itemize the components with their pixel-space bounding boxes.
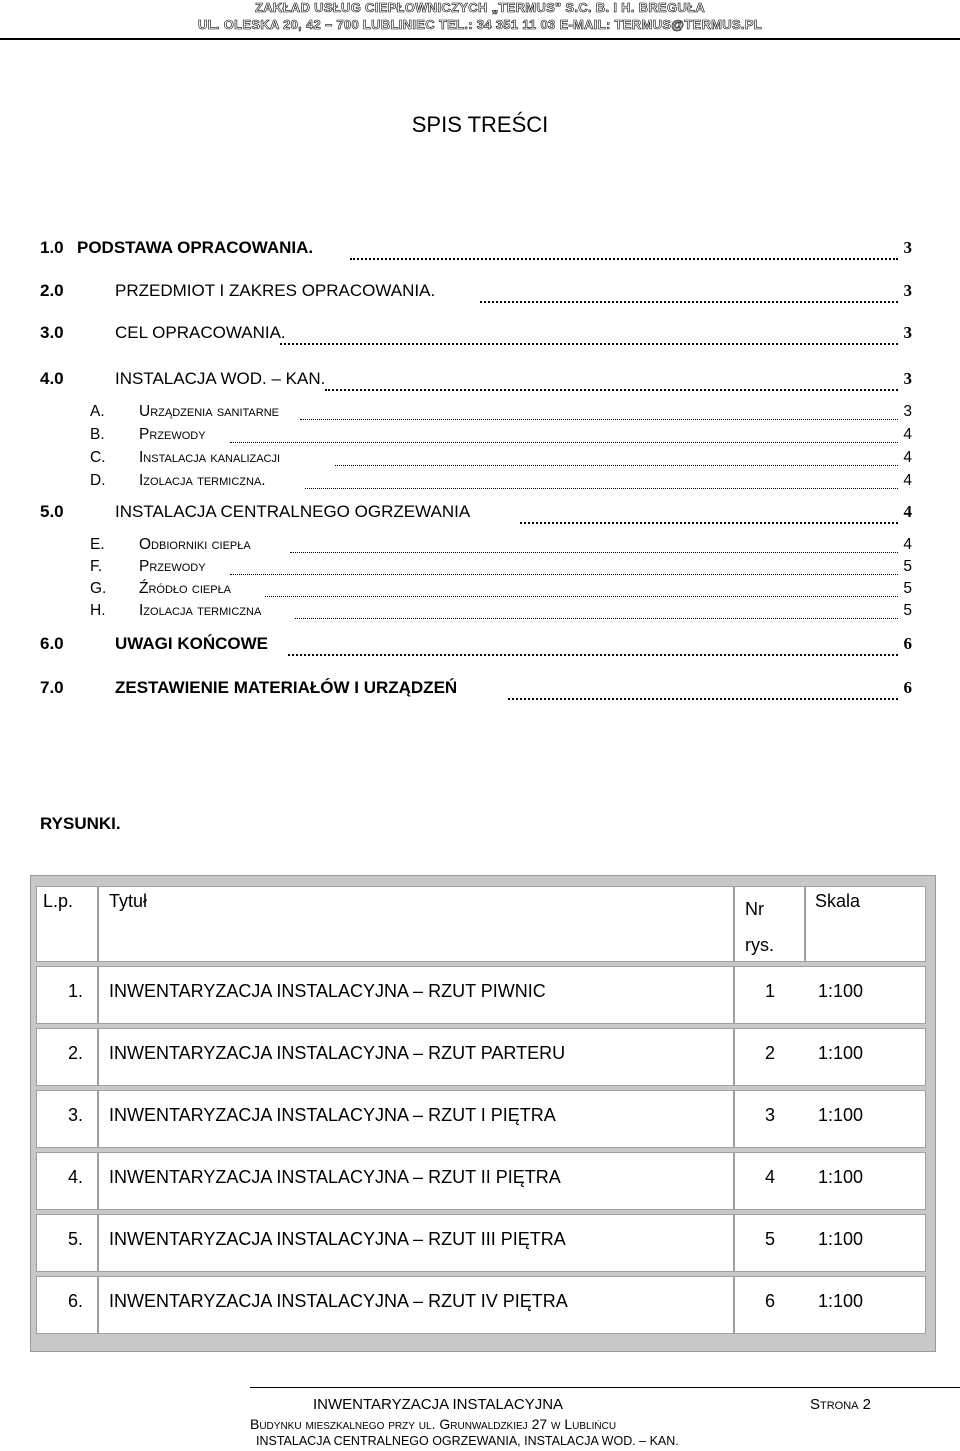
- row-title-text: INWENTARYZACJA INSTALACYJNA – RZUT II PIĘTRA: [109, 1167, 561, 1187]
- row-lp-text: 6.: [67, 1291, 83, 1311]
- toc-leader: [295, 602, 898, 619]
- row-title-text: INWENTARYZACJA INSTALACYJNA – RZUT PARTERU: [109, 1043, 566, 1063]
- company-name: ZAKŁAD USŁUG CIEPŁOWNICZYCH „TERMUS" S.C. B. I H. BREGUŁA: [254, 0, 706, 15]
- row-lp: [36, 1028, 98, 1086]
- row-nr-text: 2: [765, 1043, 776, 1063]
- toc-sub-letter: H.: [90, 602, 106, 619]
- toc-sub-label: Przewody: [139, 558, 206, 575]
- toc-page: 6: [903, 634, 912, 653]
- toc-entry-2[interactable]: [40, 281, 912, 303]
- header-scale-text: Skala: [815, 891, 861, 911]
- row-scale-text: 1:100: [818, 1105, 864, 1125]
- toc-label: INSTALACJA WOD. – KAN.: [115, 369, 326, 388]
- toc-sub-entry-d[interactable]: [90, 472, 912, 492]
- toc-label: UWAGI KOŃCOWE: [115, 634, 268, 653]
- toc-page: 3: [903, 369, 912, 388]
- row-title: [98, 1090, 734, 1148]
- toc-sub-entry-b[interactable]: [90, 426, 912, 446]
- toc-page: 3: [903, 281, 912, 300]
- toc-sub-page: 3: [903, 403, 912, 420]
- toc-sub-page: 4: [903, 536, 912, 553]
- header-title: [98, 886, 734, 962]
- toc-leader: [300, 403, 898, 420]
- drawings-table: [30, 875, 936, 1352]
- row-lp-text: 2.: [67, 1043, 83, 1063]
- toc-leader: [230, 426, 898, 443]
- toc-label: INSTALACJA CENTRALNEGO OGRZEWANIA: [115, 502, 471, 521]
- toc-sub-label: Izolacja termiczna.: [139, 472, 266, 489]
- toc-label: ZESTAWIENIE MATERIAŁÓW I URZĄDZEŃ: [115, 678, 458, 697]
- toc-leader: [265, 580, 898, 597]
- row-lp: [36, 1090, 98, 1148]
- toc-sub-page: 5: [903, 580, 912, 597]
- row-title: [98, 1152, 734, 1210]
- row-scale-text: 1:100: [818, 1167, 864, 1187]
- footer-scope: INSTALACJA CENTRALNEGO OGRZEWANIA, INSTALACJA WOD. – KAN.: [256, 1434, 679, 1448]
- toc-sub-letter: F.: [90, 558, 103, 575]
- page-number: Strona 2: [810, 1396, 872, 1413]
- row-lp-text: 3.: [67, 1105, 83, 1125]
- toc-entry-4[interactable]: [40, 369, 912, 391]
- row-lp: [36, 1276, 98, 1334]
- row-nr-text: 4: [765, 1167, 776, 1187]
- toc-entry-1[interactable]: [40, 238, 912, 260]
- toc-sub-page: 4: [903, 449, 912, 466]
- row-lp-text: 4.: [67, 1167, 83, 1187]
- toc-sub-label: Urządzenia sanitarne: [139, 403, 279, 420]
- company-address: UL. OLESKA 20, 42 – 700 LUBLINIEC TEL.: 34 351 11 03 E-MAIL: TERMUS@TERMUS.PL: [197, 17, 763, 32]
- toc-number: 5.0: [40, 502, 64, 521]
- row-lp: [36, 1214, 98, 1272]
- toc-leader: [480, 281, 898, 303]
- row-nr-scale: [734, 1214, 926, 1272]
- toc-leader: [288, 634, 898, 656]
- row-title: [98, 1028, 734, 1086]
- toc-sub-label: Instalacja kanalizacji: [139, 449, 281, 466]
- row-nr-text: 1: [765, 981, 776, 1001]
- footer-rule: [250, 1387, 960, 1388]
- toc-entry-6[interactable]: [40, 634, 912, 656]
- toc-leader: [290, 536, 898, 553]
- toc-sub-label: Odbiorniki ciepła: [139, 536, 251, 553]
- toc-page: 4: [903, 502, 912, 521]
- toc-sub-page: 4: [903, 426, 912, 443]
- toc-sub-entry-e[interactable]: [90, 536, 912, 556]
- toc-sub-letter: B.: [90, 426, 105, 443]
- row-nr-scale: [734, 1090, 926, 1148]
- header-scale: [805, 886, 926, 962]
- row-scale-text: 1:100: [818, 1229, 864, 1249]
- row-title-text: INWENTARYZACJA INSTALACYJNA – RZUT PIWNIC: [109, 981, 546, 1001]
- row-title-text: INWENTARYZACJA INSTALACYJNA – RZUT IV PIĘTRA: [109, 1291, 568, 1311]
- row-title: [98, 1214, 734, 1272]
- row-scale-text: 1:100: [818, 1291, 864, 1311]
- row-lp: [36, 966, 98, 1024]
- header-lp-text: L.p.: [43, 891, 74, 911]
- drawings-heading: RYSUNKI.: [40, 814, 121, 833]
- toc-leader: [335, 449, 898, 466]
- toc-leader: [305, 472, 898, 489]
- toc-leader: [350, 238, 898, 260]
- toc-leader: [508, 678, 898, 700]
- toc-label: CEL OPRACOWANIA.: [115, 323, 286, 342]
- toc-number: 1.0: [40, 238, 64, 257]
- toc-sub-letter: C.: [90, 449, 106, 466]
- header-rule: [0, 38, 960, 40]
- toc-leader: [280, 323, 898, 345]
- row-lp-text: 1.: [67, 981, 83, 1001]
- header-nr: [734, 886, 805, 962]
- toc-sub-label: Izolacja termiczna: [139, 602, 262, 619]
- toc-sub-page: 5: [903, 602, 912, 619]
- toc-sub-entry-c[interactable]: [90, 449, 912, 469]
- row-nr-text: 5: [765, 1229, 776, 1249]
- toc-sub-letter: E.: [90, 536, 105, 553]
- toc-sub-label: Przewody: [139, 426, 206, 443]
- toc-sub-page: 4: [903, 472, 912, 489]
- toc-number: 2.0: [40, 281, 64, 300]
- row-nr-scale: [734, 1152, 926, 1210]
- toc-sub-entry-a[interactable]: [90, 403, 912, 423]
- row-nr-scale: [734, 1028, 926, 1086]
- page-title: SPIS TREŚCI: [411, 112, 549, 137]
- header-title-text: Tytuł: [109, 891, 148, 911]
- toc-entry-7[interactable]: [40, 678, 912, 700]
- row-title-text: INWENTARYZACJA INSTALACYJNA – RZUT III PIĘTRA: [109, 1229, 566, 1249]
- toc-number: 7.0: [40, 678, 64, 697]
- toc-sub-letter: D.: [90, 472, 106, 489]
- row-scale-text: 1:100: [818, 1043, 864, 1063]
- toc-page: 6: [903, 678, 912, 697]
- row-title-text: INWENTARYZACJA INSTALACYJNA – RZUT I PIĘTRA: [109, 1105, 556, 1125]
- toc-entry-3[interactable]: [40, 323, 912, 345]
- row-nr-text: 6: [765, 1291, 776, 1311]
- toc-sub-page: 5: [903, 558, 912, 575]
- row-title: [98, 1276, 734, 1334]
- toc-leader: [520, 502, 898, 524]
- toc-page: 3: [903, 323, 912, 342]
- header-nr-text: Nr rys.: [745, 899, 774, 955]
- toc-number: 6.0: [40, 634, 64, 653]
- footer-title: INWENTARYZACJA INSTALACYJNA: [313, 1396, 564, 1413]
- row-lp: [36, 1152, 98, 1210]
- footer-building: Budynku mieszkalnego przy ul. Grunwaldzkiej 27 w Lublińcu: [250, 1416, 617, 1432]
- row-nr-scale: [734, 1276, 926, 1334]
- toc-sub-letter: G.: [90, 580, 107, 597]
- toc-number: 4.0: [40, 369, 64, 388]
- row-lp-text: 5.: [67, 1229, 83, 1249]
- toc-sub-letter: A.: [90, 403, 105, 420]
- toc-sub-label: Źródło ciepła: [139, 580, 232, 597]
- header-lp: [36, 886, 98, 962]
- toc-leader: [325, 369, 898, 391]
- toc-sub-entry-h[interactable]: [90, 602, 912, 622]
- row-scale-text: 1:100: [818, 981, 864, 1001]
- toc-sub-entry-g[interactable]: [90, 580, 912, 600]
- toc-number: 3.0: [40, 323, 64, 342]
- row-nr-text: 3: [765, 1105, 776, 1125]
- row-title: [98, 966, 734, 1024]
- toc-label: PODSTAWA OPRACOWANIA.: [77, 238, 314, 257]
- row-nr-scale: [734, 966, 926, 1024]
- toc-sub-entry-f[interactable]: [90, 558, 912, 578]
- toc-leader: [230, 558, 898, 575]
- toc-page: 3: [903, 238, 912, 257]
- toc-entry-5[interactable]: [40, 502, 912, 524]
- toc-label: PRZEDMIOT I ZAKRES OPRACOWANIA.: [115, 281, 436, 300]
